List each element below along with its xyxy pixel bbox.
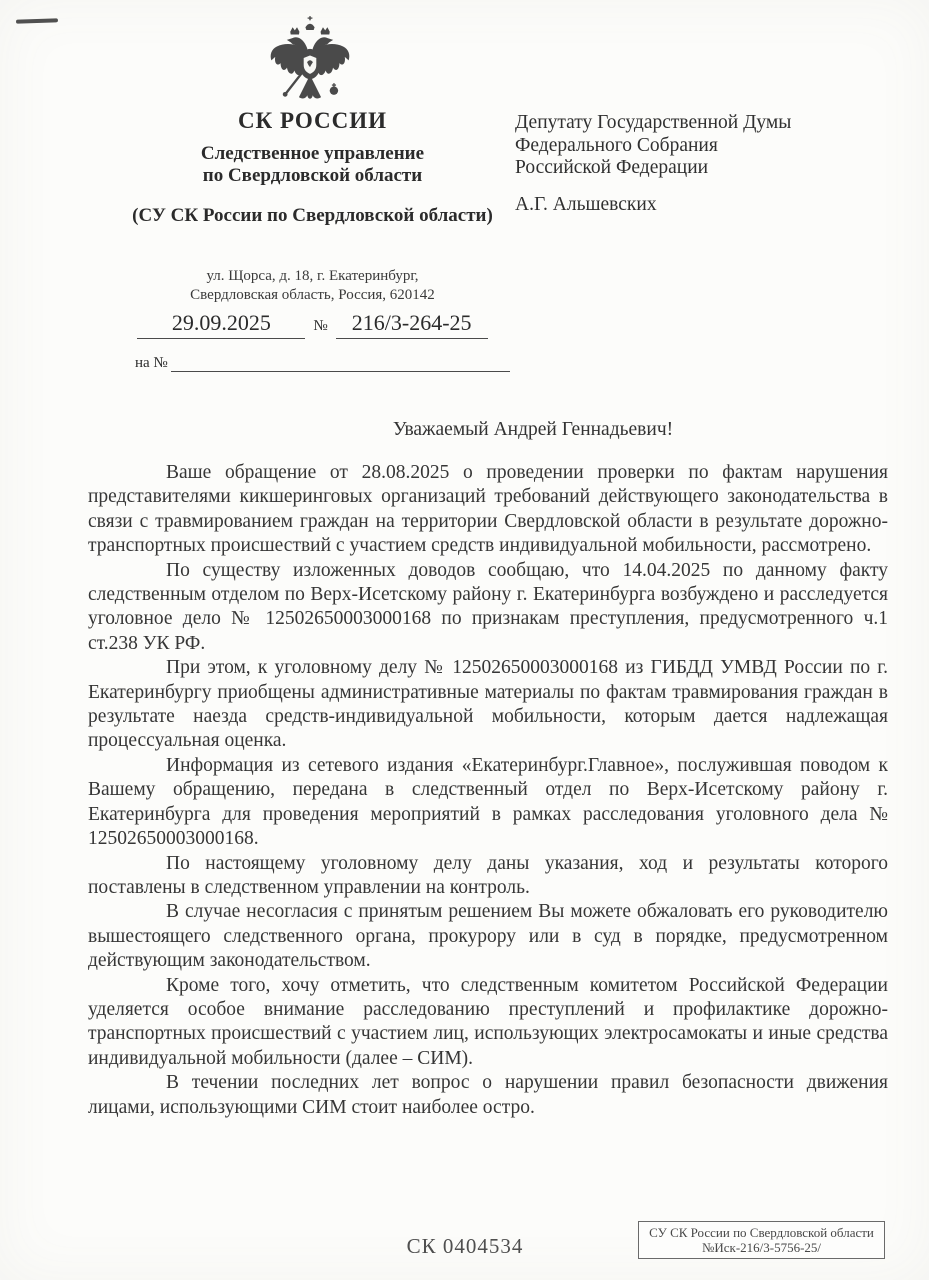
coat-of-arms-icon — [264, 16, 356, 112]
date-number-row — [115, 310, 510, 339]
body-paragraph: Информация из сетевого издания «Екатеринбург.Главное», послужившая поводом к Вашему обращению, передана в следственный отдел по Верх-Исетскому району г. Екатеринбурга для проведения мероприятий в рамках расследования уголовного дела № 12502650003000168. — [88, 754, 888, 850]
body-paragraph: Ваше обращение от 28.08.2025 о проведении проверки по фактам нарушения представителями кикшеринговых организаций требований действующего законодательства в связи с травмированием граждан на территории Свердловской области в результате дорожно-транспортных происшествий с участием средств индивидуальной мобильности, рассмотрено. — [88, 462, 888, 557]
recipient-line2: Федерального Собрания — [515, 134, 718, 156]
body-paragraph: В течении последних лет вопрос о нарушении правил безопасности движения лицами, использующими СИМ стоит наиболее остро. — [88, 1072, 888, 1118]
address-line2: Свердловская область, Россия, 620142 — [190, 287, 435, 303]
stamp-line2: №Иск-216/3-5756-25/ — [701, 1240, 822, 1255]
date-value: 29.09.2025 — [137, 310, 305, 339]
body-paragraph: По настоящему уголовному делу даны указания, ход и результаты которого поставлены в следственном управлении на контроль. — [88, 852, 888, 898]
recipient-line3: Российской Федерации — [515, 157, 709, 178]
doc-code: СК 0404534 — [406, 1234, 524, 1258]
letter-body — [88, 461, 888, 1120]
body-paragraph: По существу изложенных доводов сообщаю, что 14.04.2025 по данному факту следственным отделом по Верх-Исетскому району г. Екатеринбурга возбуждено и расследуется уголовное дело № 12502650003000168 по признакам преступления, предусмотренного ч.1 ст.238 УК РФ. — [88, 559, 888, 654]
org-name-abbrev: (СУ СК России по Свердловской области) — [132, 205, 493, 226]
org-name-line2: по Свердловской области — [202, 165, 423, 186]
salutation: Уважаемый Андрей Геннадьевич! — [392, 419, 674, 440]
body-paragraph: Кроме того, хочу отметить, что следственным комитетом Российской Федерации уделяется особое внимание расследованию преступлений и профилактике дорожно-транспортных происшествий с участием лиц, использующих электросамокаты и иные средства индивидуальной мобильности (далее – СИМ). — [88, 974, 888, 1069]
scan-artifact-mark — [16, 18, 58, 23]
org-name-short: СК РОССИИ — [237, 108, 388, 133]
recipient-line1: Депутату Государственной Думы — [515, 112, 792, 133]
org-name-line1: Следственное управление — [200, 143, 425, 164]
registration-stamp-box — [638, 1221, 885, 1259]
letterhead — [115, 108, 510, 372]
body-paragraph: При этом, к уголовному делу № 12502650003000168 из ГИБДД УМВД России по г. Екатеринбургу приобщены административные материалы по фактам травмирования граждан в результате наезда средств-индивидуальной мобильности, которым дается надлежащая процессуальная оценка. — [88, 657, 888, 752]
reference-row — [115, 354, 510, 372]
body-paragraph: В случае несогласия с принятым решением Вы можете обжаловать его руководителю вышестоящего следственного органа, прокурору или в суд в порядке, предусмотренном действующим законодательством. — [88, 901, 888, 972]
recipient-block — [515, 112, 895, 216]
ref-blank-line — [171, 354, 510, 372]
address-line1: ул. Щорса, д. 18, г. Екатеринбург, — [206, 268, 419, 284]
outgoing-number: 216/3-264-25 — [336, 310, 488, 339]
number-sign: № — [313, 318, 328, 334]
ref-label: на № — [135, 355, 168, 371]
recipient-name: А.Г. Альшевских — [515, 193, 657, 215]
stamp-line1: СУ СК России по Свердловской области — [649, 1225, 874, 1240]
